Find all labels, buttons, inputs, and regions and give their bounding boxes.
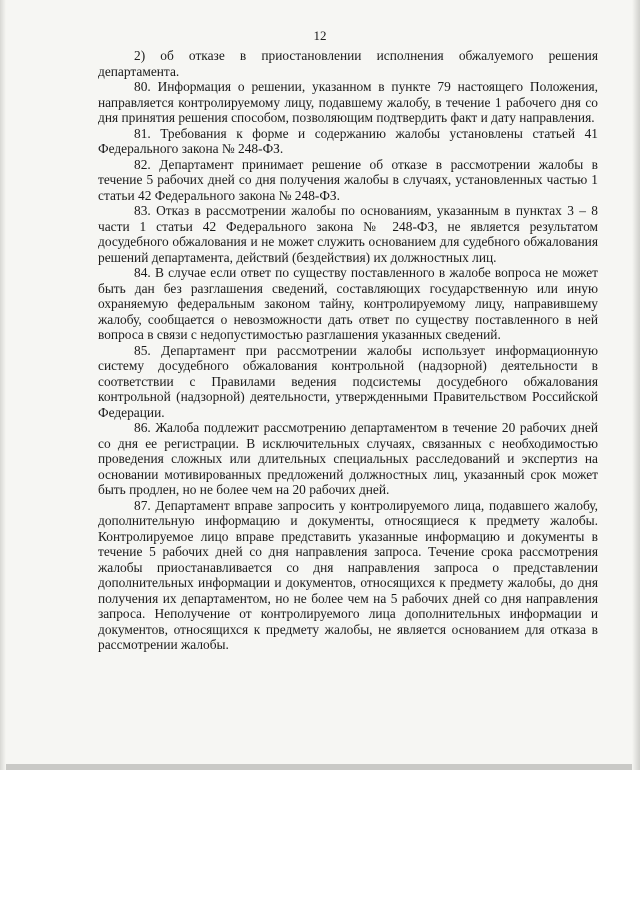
page-number: 12 bbox=[313, 28, 327, 43]
scan-edge-left bbox=[0, 0, 6, 770]
paragraph-82: 82. Департамент принимает решение об отказе в рассмотрении жалобы в течение 5 рабочих дней со дня получения жалобы в случаях, установленных частью 1 статьи 42 Федерального закона № 248-ФЗ. bbox=[98, 156, 598, 203]
paragraph-86: 86. Жалоба подлежит рассмотрению департаментом в течение 20 рабочих дней со дня ее регистрации. В исключительных случаях, связанных с необходимостью проведения сложных или длительных специальных расследований и экспертиз на основании мотивированных предложений должностных лиц, указанный срок может быть продлен, но не более чем на 20 рабочих дней. bbox=[98, 420, 598, 497]
paragraph-85: 85. Департамент при рассмотрении жалобы использует информационную систему досудебного обжалования контрольной (надзорной) деятельности в соответствии с Правилами ведения подсистемы досудебного обжалования контрольной (надзорной) деятельности, утвержденными Правительством Российской Федерации. bbox=[98, 342, 598, 420]
paragraph-81: 81. Требования к форме и содержанию жалобы установлены статьей 41 Федерального закона № 248-ФЗ. bbox=[98, 125, 598, 156]
document-body bbox=[98, 48, 598, 653]
paragraph-84: 84. В случае если ответ по существу поставленного в жалобе вопроса не может быть дан без разглашения сведений, составляющих государственную или иную охраняемую федеральным законом тайну, контролируемому лицу, направившему жалобу, сообщается о невозможности дать ответ по существу поставленного в ней вопроса в связи с недопустимостью разглашения указанных сведений. bbox=[98, 265, 598, 342]
paragraph-87: 87. Департамент вправе запросить у контролируемого лица, подавшего жалобу, дополнительную информацию и документы, относящиеся к предмету жалобы. Контролируемое лицо вправе представить указанные информацию и документы в течение 5 рабочих дней со дня направления запроса. Течение срока рассмотрения жалобы приостанавливается со дня направления запроса о представлении дополнительных информации и документов, относящихся к предмету жалобы, до дня получения их департаментом, но не более чем на 5 рабочих дней со дня направления запроса. Неполучение от контролируемого лица дополнительных информации и документов, относящихся к предмету жалобы, не является основанием для отказа в рассмотрении жалобы. bbox=[98, 497, 598, 652]
scan-edge-right bbox=[632, 0, 640, 770]
paragraph-83: 83. Отказ в рассмотрении жалобы по основаниям, указанным в пунктах 3 – 8 части 1 статьи 42 Федерального закона № 248-ФЗ, не является результатом досудебного обжалования и не может служить основанием для судебного обжалования решений департамента, действий (бездействия) их должностных лиц. bbox=[98, 203, 598, 265]
paragraph-item-2: 2) об отказе в приостановлении исполнения обжалуемого решения департамента. bbox=[98, 48, 598, 79]
paragraph-80: 80. Информация о решении, указанном в пункте 79 настоящего Положения, направляется контролируемому лицу, подавшему жалобу, в течение 1 рабочего дня со дня принятия решения способом, позволяющим подтвердить факт и дату направления. bbox=[98, 79, 598, 125]
